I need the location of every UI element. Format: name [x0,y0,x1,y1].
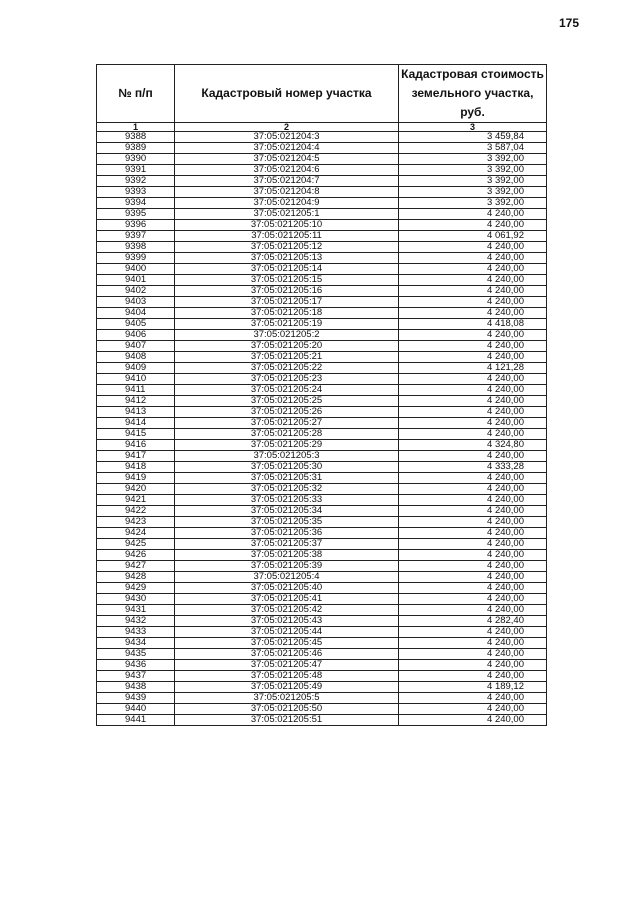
cadastral-number: 37:05:021205:32 [175,484,399,495]
cadastral-value: 4 240,00 [399,660,547,671]
cadastral-number: 37:05:021205:31 [175,473,399,484]
row-index: 9415 [97,429,175,440]
row-index: 9404 [97,308,175,319]
cadastral-value: 4 240,00 [399,264,547,275]
table-row [97,385,547,396]
table-row [97,264,547,275]
column-number: 1 [97,123,175,132]
row-index: 9431 [97,605,175,616]
cadastral-value: 4 240,00 [399,242,547,253]
cadastral-number: 37:05:021205:50 [175,704,399,715]
row-index: 9409 [97,363,175,374]
row-index: 9420 [97,484,175,495]
column-number: 2 [175,123,399,132]
table-row [97,407,547,418]
table-row [97,374,547,385]
cadastral-number: 37:05:021204:8 [175,187,399,198]
cadastral-value: 4 240,00 [399,374,547,385]
row-index: 9438 [97,682,175,693]
cadastral-number: 37:05:021205:20 [175,341,399,352]
cadastral-value: 4 240,00 [399,550,547,561]
row-index: 9407 [97,341,175,352]
cadastral-number: 37:05:021205:25 [175,396,399,407]
row-index: 9441 [97,715,175,726]
cadastral-number: 37:05:021205:30 [175,462,399,473]
cadastral-value: 4 240,00 [399,473,547,484]
cadastral-number: 37:05:021205:47 [175,660,399,671]
table-row [97,649,547,660]
table-row [97,528,547,539]
cadastral-value: 4 240,00 [399,638,547,649]
cadastral-value: 4 240,00 [399,495,547,506]
table-row [97,132,547,143]
table-row [97,209,547,220]
cadastral-number: 37:05:021205:43 [175,616,399,627]
cadastral-value: 4 418,08 [399,319,547,330]
cadastral-number: 37:05:021205:1 [175,209,399,220]
table-row [97,561,547,572]
cadastral-value: 4 240,00 [399,220,547,231]
table-row [97,242,547,253]
column-number: 3 [399,123,547,132]
table-row [97,319,547,330]
cadastral-value: 4 240,00 [399,385,547,396]
cadastral-number: 37:05:021205:44 [175,627,399,638]
cadastral-value: 4 240,00 [399,407,547,418]
table-row [97,143,547,154]
row-index: 9440 [97,704,175,715]
cadastral-number: 37:05:021205:40 [175,583,399,594]
table-row [97,550,547,561]
row-index: 9396 [97,220,175,231]
row-index: 9394 [97,198,175,209]
cadastral-value: 4 240,00 [399,561,547,572]
table-row [97,462,547,473]
cadastral-number: 37:05:021205:39 [175,561,399,572]
row-index: 9429 [97,583,175,594]
table-row [97,308,547,319]
table-row [97,165,547,176]
cadastral-number: 37:05:021205:11 [175,231,399,242]
cadastral-value: 4 189,12 [399,682,547,693]
cadastral-value: 4 240,00 [399,539,547,550]
row-index: 9401 [97,275,175,286]
table-row [97,594,547,605]
cadastral-number: 37:05:021205:19 [175,319,399,330]
table-row [97,473,547,484]
cadastral-number: 37:05:021204:5 [175,154,399,165]
cadastral-value: 4 240,00 [399,253,547,264]
row-index: 9425 [97,539,175,550]
table-row [97,671,547,682]
table-row [97,627,547,638]
cadastral-number: 37:05:021205:28 [175,429,399,440]
cadastral-number: 37:05:021205:35 [175,517,399,528]
row-index: 9389 [97,143,175,154]
cadastral-value: 4 240,00 [399,352,547,363]
row-index: 9418 [97,462,175,473]
cadastral-value: 3 392,00 [399,154,547,165]
cadastral-value: 4 240,00 [399,671,547,682]
row-index: 9419 [97,473,175,484]
row-index: 9392 [97,176,175,187]
cadastral-value: 4 240,00 [399,572,547,583]
row-index: 9410 [97,374,175,385]
cadastral-value: 4 240,00 [399,583,547,594]
page-number: 175 [559,16,580,30]
cadastral-number: 37:05:021205:15 [175,275,399,286]
row-index: 9391 [97,165,175,176]
cadastral-number: 37:05:021205:41 [175,594,399,605]
row-index: 9416 [97,440,175,451]
table-row [97,418,547,429]
cadastral-value: 4 240,00 [399,341,547,352]
cadastral-value: 4 240,00 [399,594,547,605]
cadastral-number: 37:05:021205:2 [175,330,399,341]
cadastral-number: 37:05:021205:48 [175,671,399,682]
cadastral-number: 37:05:021205:38 [175,550,399,561]
cadastral-value: 4 240,00 [399,627,547,638]
row-index: 9411 [97,385,175,396]
cadastral-number: 37:05:021204:6 [175,165,399,176]
cadastral-value: 3 587,04 [399,143,547,154]
cadastral-number: 37:05:021205:17 [175,297,399,308]
cadastral-value: 4 324,80 [399,440,547,451]
cadastral-number: 37:05:021204:7 [175,176,399,187]
row-index: 9432 [97,616,175,627]
cadastral-number: 37:05:021205:27 [175,418,399,429]
cadastral-value: 3 392,00 [399,176,547,187]
cadastral-number: 37:05:021204:3 [175,132,399,143]
table-row [97,715,547,726]
row-index: 9408 [97,352,175,363]
table-row [97,352,547,363]
cadastral-number: 37:05:021205:18 [175,308,399,319]
table-row [97,396,547,407]
table-row [97,605,547,616]
table-row [97,451,547,462]
cadastral-value: 4 240,00 [399,209,547,220]
cadastral-number: 37:05:021205:33 [175,495,399,506]
cadastral-value: 3 392,00 [399,198,547,209]
table-row [97,341,547,352]
row-index: 9399 [97,253,175,264]
table-row [97,572,547,583]
row-index: 9421 [97,495,175,506]
table-row [97,495,547,506]
cadastral-number: 37:05:021205:23 [175,374,399,385]
table-row [97,253,547,264]
cadastral-value: 4 240,00 [399,528,547,539]
cadastral-value: 4 240,00 [399,517,547,528]
cadastral-number: 37:05:021205:36 [175,528,399,539]
row-index: 9424 [97,528,175,539]
table-row [97,154,547,165]
cadastral-table [96,64,547,726]
cadastral-number: 37:05:021205:45 [175,638,399,649]
row-index: 9398 [97,242,175,253]
cadastral-value: 4 240,00 [399,704,547,715]
row-index: 9403 [97,297,175,308]
row-index: 9428 [97,572,175,583]
row-index: 9417 [97,451,175,462]
table-row [97,682,547,693]
cadastral-number: 37:05:021205:14 [175,264,399,275]
table-row [97,484,547,495]
row-index: 9413 [97,407,175,418]
cadastral-value: 4 333,28 [399,462,547,473]
row-index: 9390 [97,154,175,165]
cadastral-value: 4 240,00 [399,429,547,440]
table-row [97,429,547,440]
cadastral-value: 4 240,00 [399,605,547,616]
table-row [97,704,547,715]
cadastral-value: 4 240,00 [399,649,547,660]
cadastral-value: 3 392,00 [399,165,547,176]
row-index: 9437 [97,671,175,682]
cadastral-number: 37:05:021205:13 [175,253,399,264]
row-index: 9400 [97,264,175,275]
cadastral-number: 37:05:021205:51 [175,715,399,726]
cadastral-value: 4 282,40 [399,616,547,627]
table-row [97,693,547,704]
row-index: 9439 [97,693,175,704]
cadastral-value: 4 061,92 [399,231,547,242]
row-index: 9397 [97,231,175,242]
header-cadastral-number: Кадастровый номер участка [175,65,399,123]
cadastral-value: 4 240,00 [399,693,547,704]
row-index: 9430 [97,594,175,605]
row-index: 9388 [97,132,175,143]
table-row [97,583,547,594]
row-index: 9426 [97,550,175,561]
cadastral-value: 3 392,00 [399,187,547,198]
cadastral-number: 37:05:021205:34 [175,506,399,517]
cadastral-value: 4 240,00 [399,308,547,319]
header-cadastral-value: Кадастровая стоимость земельного участка, руб. [399,65,547,123]
row-index: 9393 [97,187,175,198]
cadastral-number: 37:05:021205:3 [175,451,399,462]
cadastral-number: 37:05:021205:37 [175,539,399,550]
cadastral-value: 4 240,00 [399,275,547,286]
table-row [97,506,547,517]
cadastral-value: 4 240,00 [399,297,547,308]
row-index: 9422 [97,506,175,517]
table-row [97,517,547,528]
cadastral-number: 37:05:021205:29 [175,440,399,451]
cadastral-number: 37:05:021204:9 [175,198,399,209]
cadastral-value: 4 240,00 [399,451,547,462]
table-row [97,286,547,297]
cadastral-value: 4 240,00 [399,484,547,495]
cadastral-value: 4 240,00 [399,715,547,726]
row-index: 9402 [97,286,175,297]
cadastral-number: 37:05:021205:42 [175,605,399,616]
cadastral-value: 3 459,84 [399,132,547,143]
table-row [97,638,547,649]
row-index: 9412 [97,396,175,407]
cadastral-value: 4 240,00 [399,418,547,429]
table-row [97,275,547,286]
table-row [97,616,547,627]
cadastral-value: 4 240,00 [399,396,547,407]
cadastral-number: 37:05:021205:49 [175,682,399,693]
table-row [97,220,547,231]
row-index: 9406 [97,330,175,341]
table-row [97,187,547,198]
table-row [97,330,547,341]
row-index: 9434 [97,638,175,649]
cadastral-value: 4 240,00 [399,506,547,517]
column-number-row [97,123,547,132]
cadastral-number: 37:05:021205:5 [175,693,399,704]
cadastral-number: 37:05:021205:16 [175,286,399,297]
table-row [97,198,547,209]
cadastral-number: 37:05:021205:26 [175,407,399,418]
cadastral-number: 37:05:021205:12 [175,242,399,253]
row-index: 9395 [97,209,175,220]
cadastral-number: 37:05:021204:4 [175,143,399,154]
cadastral-value: 4 240,00 [399,286,547,297]
cadastral-number: 37:05:021205:10 [175,220,399,231]
row-index: 9433 [97,627,175,638]
row-index: 9414 [97,418,175,429]
cadastral-value: 4 121,28 [399,363,547,374]
table-row [97,176,547,187]
table-row [97,660,547,671]
cadastral-value: 4 240,00 [399,330,547,341]
row-index: 9427 [97,561,175,572]
table-row [97,231,547,242]
header-row [97,65,547,123]
cadastral-number: 37:05:021205:22 [175,363,399,374]
table-row [97,297,547,308]
row-index: 9436 [97,660,175,671]
row-index: 9423 [97,517,175,528]
header-index: № п/п [97,65,175,123]
cadastral-number: 37:05:021205:4 [175,572,399,583]
cadastral-number: 37:05:021205:21 [175,352,399,363]
row-index: 9405 [97,319,175,330]
row-index: 9435 [97,649,175,660]
table-row [97,539,547,550]
cadastral-number: 37:05:021205:24 [175,385,399,396]
table-row [97,363,547,374]
cadastral-number: 37:05:021205:46 [175,649,399,660]
table-row [97,440,547,451]
